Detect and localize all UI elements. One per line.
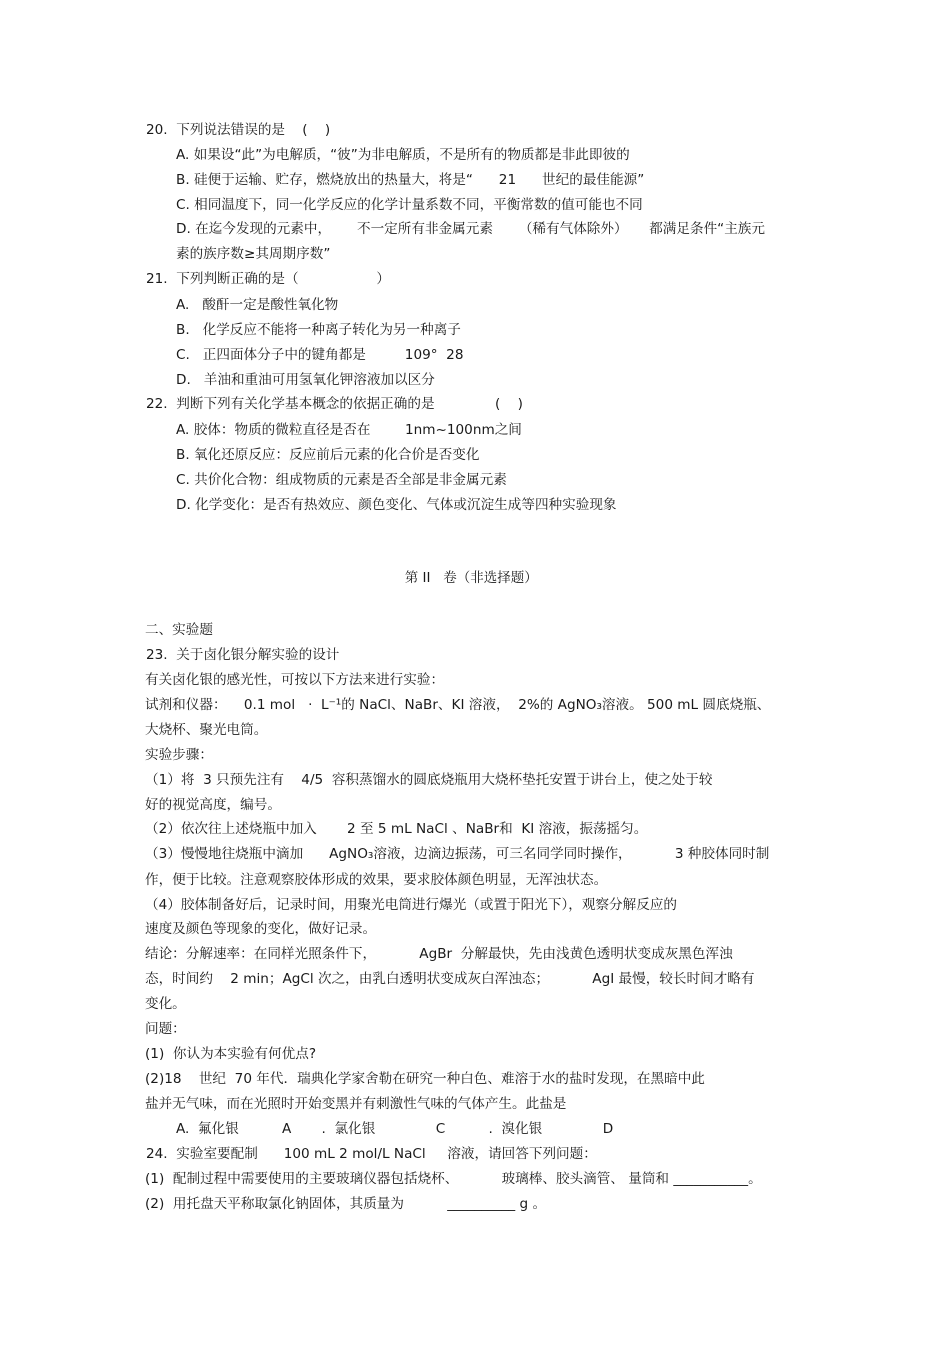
q22-option-a: A. 胶体：物质的微粒直径是否在 1nm~100nm之间 (176, 422, 522, 438)
q23-question2-line1: (2)18 世纪 70 年代．瑞典化学家舍勒在研究一种白色、难溶于水的盐时发现，在黑暗中此 (145, 1071, 705, 1087)
q23-question1: (1) 你认为本实验有何优点? (145, 1046, 317, 1062)
q23-step1-line2: 好的视觉高度，编号。 (145, 797, 281, 813)
q24-question1: (1) 配制过程中需要使用的主要玻璃仪器包括烧杯、 玻璃棒、胶头滴管、 量筒和 ___________。 (145, 1171, 762, 1187)
q24-stem: 24. 实验室要配制 100 mL 2 mol/L NaCl 溶液，请回答下列问题： (146, 1146, 597, 1162)
q22-option-c: C. 共价化合物：组成物质的元素是否全部是非金属元素 (176, 472, 507, 488)
q23-question2-options: A. 氟化银 A . 氯化银 C . 溴化银 D (176, 1121, 614, 1137)
q23-stem: 23. 关于卤化银分解实验的设计 (146, 647, 340, 663)
q20-option-b: B. 硅便于运输、贮存，燃烧放出的热量大，将是“ 21 世纪的最佳能源” (176, 172, 645, 188)
q23-conclusion-line3: 变化。 (145, 996, 186, 1012)
q21-option-b: B. 化学反应不能将一种离子转化为另一种离子 (176, 322, 461, 338)
q22-option-d: D. 化学变化：是否有热效应、颜色变化、气体或沉淀生成等四种实验现象 (176, 497, 617, 513)
q23-steps-heading: 实验步骤： (145, 747, 213, 763)
q23-conclusion-line2: 态，时间约 2 min；AgCl 次之，由乳白透明状变成灰白浑浊态； AgI 最慢，较长时间才略有 (145, 971, 755, 987)
q21-option-a: A. 酸酐一定是酸性氧化物 (176, 297, 339, 313)
q20-option-a: A. 如果设“此”为电解质，“彼”为非电解质，不是所有的物质都是非此即彼的 (176, 147, 630, 163)
q23-step1-line1: （1）将 3 只预先注有 4/5 容积蒸馏水的圆底烧瓶用大烧杯垫托安置于讲台上，使之处于较 (145, 772, 713, 788)
q23-step4-line1: （4）胶体制备好后，记录时间，用聚光电筒进行爆光（或置于阳光下），观察分解反应的 (145, 897, 678, 913)
q23-questions-heading: 问题： (145, 1021, 186, 1037)
q23-step3-line1: （3）慢慢地往烧瓶中滴加 AgNO₃溶液，边滴边振荡，可三名同学同时操作， 3 种胶体同时制 (145, 846, 770, 862)
q20-option-d-line1: D. 在迄今发现的元素中， 不一定所有非金属元素 （稀有气体除外） 都满足条件“主族元 (176, 221, 765, 237)
q23-step2: （2）依次往上述烧瓶中加入 2 至 5 mL NaCl 、NaBr和 KI 溶液，振荡摇匀。 (145, 821, 648, 837)
q20-stem: 20. 下列说法错误的是 ( ) (146, 122, 331, 138)
q23-question2-line2: 盐并无气味，而在光照时开始变黑并有刺激性气味的气体产生。此盐是 (145, 1096, 567, 1112)
section-heading: 二、实验题 (145, 622, 213, 638)
q20-option-c: C. 相同温度下，同一化学反应的化学计量系数不同，平衡常数的值可能也不同 (176, 197, 643, 213)
q23-reagents-line1: 试剂和仪器： 0.1 mol · L⁻¹的 NaCl、NaBr、KI 溶液， 2%的 AgNO₃溶液。 500 mL 圆底烧瓶、 (145, 697, 771, 713)
q22-stem: 22. 判断下列有关化学基本概念的依据正确的是 ( ) (146, 396, 523, 412)
q24-question2: (2) 用托盘天平称取氯化钠固体，其质量为 __________ g 。 (145, 1196, 547, 1212)
q23-step3-line2: 作，便于比较。注意观察胶体形成的效果，要求胶体颜色明显，无浑浊状态。 (145, 872, 608, 888)
q22-option-b: B. 氧化还原反应：反应前后元素的化合价是否变化 (176, 447, 480, 463)
q20-option-d-line2: 素的族序数≥其周期序数” (176, 246, 331, 262)
q23-reagents-line2: 大烧杯、聚光电筒。 (145, 722, 268, 738)
section-title: 第 II 卷（非选择题） (404, 570, 538, 586)
q23-intro: 有关卤化银的感光性，可按以下方法来进行实验： (145, 672, 445, 688)
q23-step4-line2: 速度及颜色等现象的变化，做好记录。 (145, 921, 377, 937)
q21-stem: 21. 下列判断正确的是（ ） (146, 271, 390, 287)
q21-option-d: D. 羊油和重油可用氢氧化钾溶液加以区分 (176, 372, 435, 388)
q21-option-c: C. 正四面体分子中的键角都是 109° 28 (176, 347, 464, 363)
q23-conclusion-line1: 结论：分解速率：在同样光照条件下， AgBr 分解最快，先由浅黄色透明状变成灰黑色浑浊 (145, 946, 733, 962)
